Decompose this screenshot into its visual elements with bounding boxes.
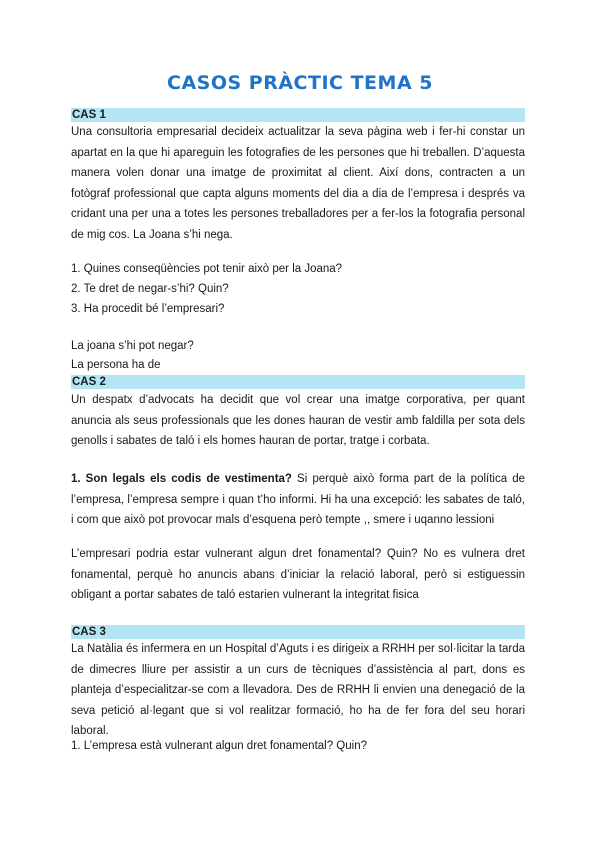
cas2-question-2: L’empresari podria estar vulnerant algun dret fonamental? Quin? No es vulnera dret fonamental, perquè ho anuncis abans d’iniciar la relació laboral, però si estiguessin obligant a portar sabates de taló estarien vulnerant la integritat fisica [71, 548, 525, 601]
cas3-question-1: 1. L’empresa està vulnerant algun dret fonamental? Quin? [71, 740, 367, 752]
cas2-heading: CAS 2 [71, 375, 525, 389]
cas1-answer-2: La persona ha de [71, 359, 161, 371]
cas2-text: Un despatx d’advocats ha decidit que vol crear una imatge corporativa, per quant anuncia als seus professionals que les dones hauran de vestir amb faldilla per sota dels genolls i sabates de taló i els homes hauran de portar, tratge i corbata. [71, 394, 525, 447]
cas1-text: Una consultoria empresarial decideix actualitzar la seva pàgina web i fer-hi constar un apartat en la que hi apareguin les fotografies de les persones que hi treballen. D’aquesta manera volen donar una imatge de proximitat al client. Així dons, contracten a un fotògraf professional que capta alguns moments del dia a dia de l’empresa i després va cridant una per una a totes les persones treballadores per a fer-los la fotografia personal de mig cos. La Joana s’hi nega. [71, 126, 525, 241]
cas1-question-3: 3. Ha procedit bé l’empresari? [71, 303, 225, 315]
cas3-heading: CAS 3 [71, 625, 525, 639]
cas3-text: La Natàlia és infermera en un Hospital d’Aguts i es dirigeix a RRHH per sol·licitar la tarda de dimecres lliure per assistir a un curs de tècniques d’assistència al part, dons es planteja d’especialitzar-se com a llevadora. Des de RRHH li envien una denegació de la seva petició al·legant que si vol realitzar formació, ho ha de fer fora del seu horari laboral. [71, 643, 525, 737]
cas1-answer-1: La joana s’hi pot negar? [71, 340, 194, 352]
page-title: CASOS PRÀCTIC TEMA 5 [167, 72, 433, 94]
cas2-answer-1-text: Si perquè això forma part de la política de l’empresa, l’empresa sempre i quan t’ho informi. Hi ha una excepció: les sabates de taló, i com que això pot provocar mals d’esquena però tempte ,, smere i uqanno lessioni [71, 473, 525, 526]
cas2-question-1: 1. Son legals els codis de vestimenta? [71, 473, 292, 485]
cas1-question-1: 1. Quines conseqüències pot tenir això per la Joana? [71, 263, 343, 275]
cas1-question-2: 2. Te dret de negar-s’hi? Quin? [71, 283, 229, 295]
cas2-answer-1 [71, 469, 525, 531]
cas1-heading: CAS 1 [71, 108, 525, 122]
